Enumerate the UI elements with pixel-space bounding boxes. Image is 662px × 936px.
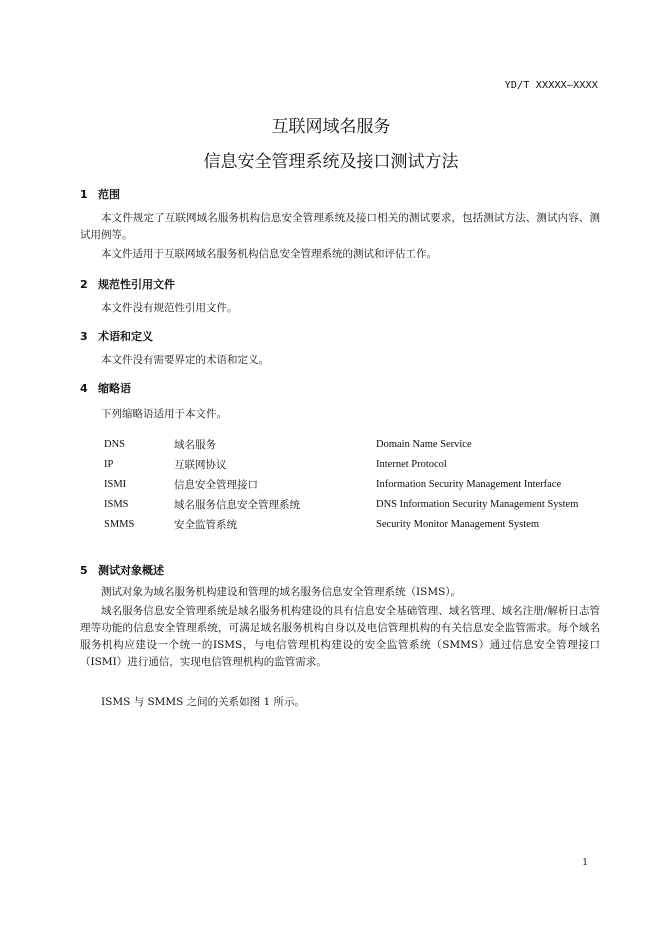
table-row [104,514,578,534]
abbr-chinese: 互联网协议 [174,458,227,471]
abbr-chinese: 域名服务 [174,438,216,451]
abbr-code: ISMI [104,478,127,490]
section-5-number: 5 [80,564,88,577]
section-5-paragraph-2: 域名服务信息安全管理系统是域名服务机构建设的具有信息安全基础管理、域名管理、域名注册/解析日志管理等功能的信息安全管理系统，可满足域名服务机构自身以及电信管理机构的有关信息安全监管需求。每个域名服务机构应建设一个统一的ISMS，与电信管理机构建设的安全监管系统（SMMS）通过信息安全管理接口（ISMI）进行通信，实现电信管理机构的监管需求。 [80,605,600,668]
abbreviations-table [104,434,578,534]
abbr-english: DNS Information Security Management System [376,498,579,510]
section-4-heading [80,380,131,396]
standard-code: YD/T XXXXX—XXXX [504,80,598,91]
abbr-english: Information Security Management Interface [376,478,562,490]
section-5-title: 测试对象概述 [98,564,164,577]
abbr-chinese: 域名服务信息安全管理系统 [174,498,300,511]
section-4-number: 4 [80,382,88,395]
section-5-heading [80,562,164,578]
section-1-heading [80,186,120,202]
section-2-title: 规范性引用文件 [98,278,175,291]
abbr-english: Domain Name Service [376,438,472,450]
section-1-paragraph-1: 本文件规定了互联网域名服务机构信息安全管理系统及接口相关的测试要求，包括测试方法、测试内容、测试用例等。 [80,212,600,241]
table-row [104,434,578,454]
section-5-paragraph-3: ISMS 与 SMMS 之间的关系如图 1 所示。 [101,696,306,708]
abbr-code: DNS [104,438,126,450]
section-3-paragraph-1: 本文件没有需要界定的术语和定义。 [101,354,269,366]
abbr-code: SMMS [104,518,135,530]
abbr-chinese: 信息安全管理接口 [174,478,258,491]
table-row [104,474,578,494]
table-row [104,494,578,514]
section-3-number: 3 [80,330,88,343]
abbr-code: IP [104,458,114,470]
abbr-english: Internet Protocol [376,458,447,470]
section-1-paragraph-2: 本文件适用于互联网域名服务机构信息安全管理系统的测试和评估工作。 [101,248,437,260]
abbr-chinese: 安全监管系统 [174,518,237,531]
table-row [104,454,578,474]
section-5-paragraph-1: 测试对象为域名服务机构建设和管理的域名服务信息安全管理系统（ISMS）。 [101,586,462,598]
section-4-paragraph-1: 下列缩略语适用于本文件。 [101,408,227,420]
section-4-title: 缩略语 [98,382,131,395]
section-3-title: 术语和定义 [98,330,153,343]
section-2-number: 2 [80,278,88,291]
page-number: 1 [582,858,588,868]
section-1-number: 1 [80,188,88,201]
section-1-title: 范围 [98,188,120,201]
section-3-heading [80,328,153,344]
abbr-code: ISMS [104,498,129,510]
document-title-line2: 信息安全管理系统及接口测试方法 [203,152,459,172]
abbr-english: Security Monitor Management System [376,518,540,530]
section-2-paragraph-1: 本文件没有规范性引用文件。 [101,302,238,314]
section-2-heading [80,276,175,292]
document-title-line1: 互联网域名服务 [271,117,391,137]
